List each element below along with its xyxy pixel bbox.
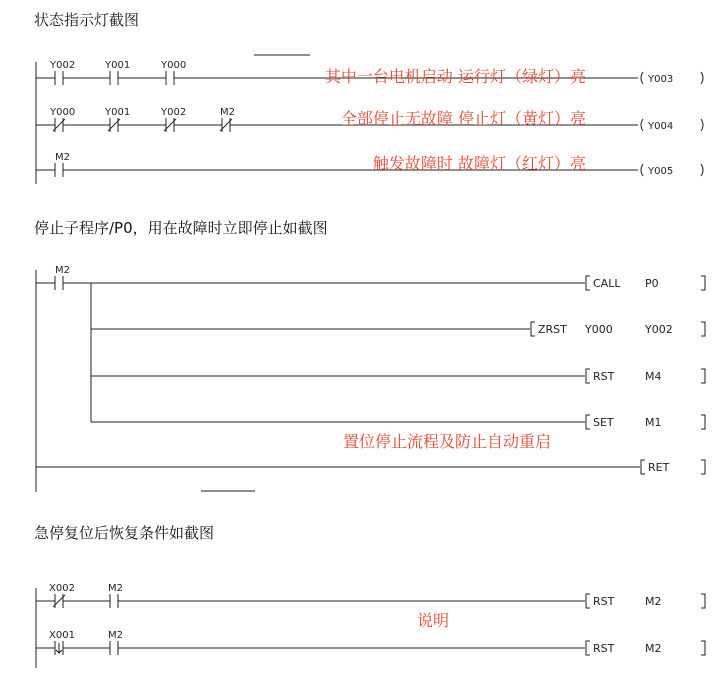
annotation-set-stop: 置位停止流程及防止自动重启 bbox=[343, 432, 552, 451]
instruction-arg: M2 bbox=[645, 595, 662, 608]
instruction-cmd: RST bbox=[593, 370, 615, 383]
contact-label: Y002 bbox=[50, 60, 76, 71]
annotation-explanation: 说明 bbox=[417, 611, 450, 630]
annotation-stop-light: 全部停止无故障 停止灯（黄灯）亮 bbox=[340, 109, 586, 128]
section2-heading: 停止子程序/P0，用在故障时立即停止如截图 bbox=[34, 219, 328, 237]
instruction-arg: M2 bbox=[645, 642, 662, 655]
instruction-cmd: RST bbox=[593, 642, 615, 655]
coil-label: Y004 bbox=[648, 121, 674, 132]
instruction-cmd: ZRST bbox=[538, 323, 567, 336]
instruction-arg: Y002 bbox=[645, 323, 673, 336]
contact-label: M2 bbox=[108, 583, 123, 594]
section1-heading: 状态指示灯截图 bbox=[34, 11, 140, 29]
section3-heading: 急停复位后恢复条件如截图 bbox=[34, 524, 215, 542]
annotation-fault-light: 触发故障时 故障灯（红灯）亮 bbox=[372, 154, 586, 173]
contact-label: M2 bbox=[55, 265, 70, 276]
contact-label: Y000 bbox=[161, 60, 187, 71]
rung-2-ret bbox=[36, 460, 705, 474]
contact-label: M2 bbox=[55, 152, 70, 163]
rung-2-main bbox=[36, 276, 705, 429]
instruction-arg: M4 bbox=[645, 370, 662, 383]
contact-label: Y001 bbox=[105, 60, 131, 71]
instruction-cmd: RET bbox=[648, 461, 670, 474]
instruction-cmd: CALL bbox=[593, 277, 621, 290]
instruction-cmd: SET bbox=[593, 416, 614, 429]
annotation-run-light: 其中一台电机启动 运行灯（绿灯）亮 bbox=[324, 67, 586, 86]
instruction-arg: Y000 bbox=[585, 323, 613, 336]
contact-label: Y002 bbox=[161, 107, 187, 118]
instruction-cmd: RST bbox=[593, 595, 615, 608]
coil-label: Y003 bbox=[648, 74, 674, 85]
contact-label: Y000 bbox=[50, 107, 76, 118]
rung-1-3 bbox=[36, 163, 703, 177]
instruction-arg: P0 bbox=[645, 277, 659, 290]
contact-label: M2 bbox=[108, 630, 123, 641]
contact-label: M2 bbox=[220, 107, 235, 118]
contact-label: X001 bbox=[49, 630, 75, 641]
contact-label: Y001 bbox=[105, 107, 131, 118]
instruction-arg: M1 bbox=[645, 416, 662, 429]
coil-label: Y005 bbox=[648, 166, 674, 177]
contact-label: X002 bbox=[49, 583, 75, 594]
